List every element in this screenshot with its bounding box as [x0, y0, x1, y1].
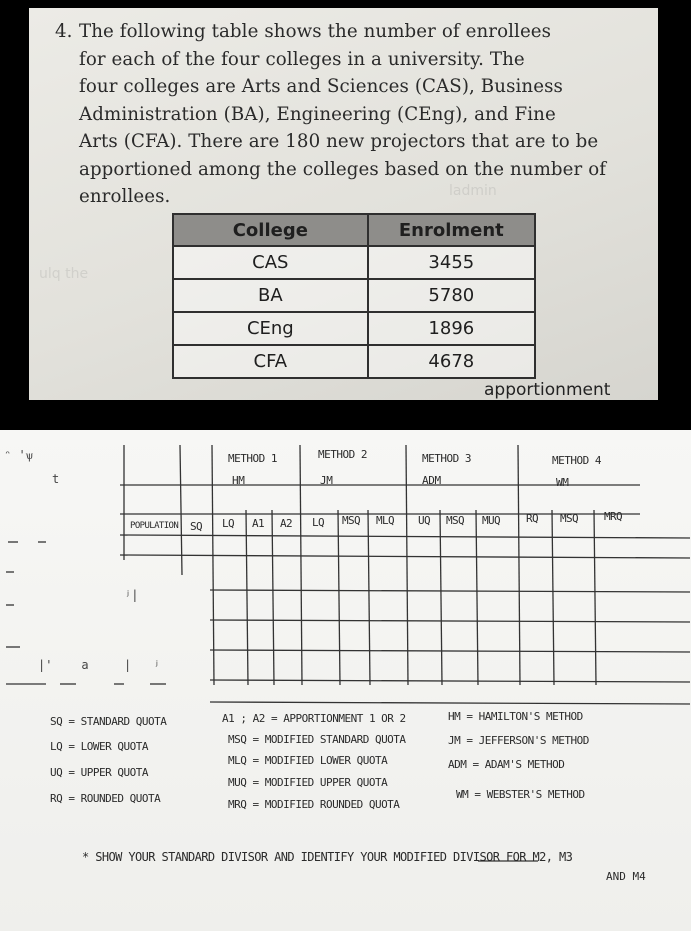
legend-item: MRQ = MODIFIED ROUNDED QUOTA: [228, 798, 400, 811]
col-uq: UQ: [418, 514, 431, 527]
margin-scribble: t: [52, 472, 60, 486]
problem-text: [55, 18, 655, 211]
enrolment-cell: 3455: [368, 246, 535, 279]
method-3-title: METHOD 3: [422, 452, 471, 465]
method-2-abbr: JM: [320, 474, 333, 487]
problem-line: four colleges are Arts and Sciences (CAS), Business: [79, 76, 563, 97]
method-4-abbr: WM: [556, 476, 569, 489]
legend-item: MSQ = MODIFIED STANDARD QUOTA: [228, 733, 406, 746]
col-sq: SQ: [190, 520, 203, 533]
table-row: [173, 246, 535, 279]
legend-item: LQ = LOWER QUOTA: [50, 740, 148, 753]
textbook-photo: [29, 8, 658, 400]
problem-line: Arts (CFA). There are 180 new projectors that are to be: [79, 131, 599, 152]
legend-item: SQ = STANDARD QUOTA: [50, 715, 167, 728]
method-1-abbr: HM: [232, 474, 245, 487]
legend-item: WM = WEBSTER'S METHOD: [456, 788, 585, 801]
col-population: POPULATION: [130, 521, 179, 531]
col-lq: LQ: [222, 517, 235, 530]
margin-scribble: |' a: [38, 658, 89, 672]
cutoff-text: apportionment: [484, 380, 611, 400]
method-3-abbr: ADM: [422, 474, 441, 487]
legend-item: MLQ = MODIFIED LOWER QUOTA: [228, 754, 388, 767]
college-cell: CFA: [173, 345, 368, 378]
col-muq: MUQ: [482, 514, 501, 527]
table-row: [173, 279, 535, 312]
col-rq: RQ: [526, 512, 539, 525]
col-lq-m2: LQ: [312, 516, 325, 529]
problem-number: 4.: [55, 21, 73, 42]
col-mrq: MRQ: [604, 510, 623, 523]
problem-line: apportioned among the colleges based on the number of: [79, 158, 607, 180]
table-row: [173, 312, 535, 345]
problem-line: The following table shows the number of enrollees: [79, 21, 552, 42]
legend-item: A1 ; A2 = APPORTIONMENT 1 OR 2: [222, 712, 406, 725]
enrolment-cell: 5780: [368, 279, 535, 312]
college-cell: CEng: [173, 312, 368, 345]
legend-item: JM = JEFFERSON'S METHOD: [448, 734, 589, 747]
table-row: [173, 345, 535, 378]
problem-line: for each of the four colleges in a university. The: [79, 48, 525, 70]
legend-item: RQ = ROUNDED QUOTA: [50, 792, 161, 805]
col-mlq: MLQ: [376, 514, 395, 527]
problem-line: enrollees.: [79, 186, 171, 207]
col-a2: A2: [280, 517, 293, 530]
legend-item: HM = HAMILTON'S METHOD: [448, 710, 583, 723]
college-cell: CAS: [173, 246, 368, 279]
instruction-note: * SHOW YOUR STANDARD DIVISOR AND IDENTIFY YOUR MODIFIED DIVISOR FOR M2, M3: [82, 850, 573, 864]
legend-item: UQ = UPPER QUOTA: [50, 766, 148, 779]
col-msq-m4: MSQ: [560, 512, 579, 525]
college-cell: BA: [173, 279, 368, 312]
table-header-enrolment: Enrolment: [368, 214, 535, 246]
legend-item: ADM = ADAM'S METHOD: [448, 758, 565, 771]
margin-scribble: ʲ|: [124, 588, 139, 602]
problem-line: Administration (BA), Engineering (CEng), and Fine: [79, 103, 556, 125]
instruction-note-tail: AND M4: [606, 870, 646, 883]
bleed-through-text: ladmin: [449, 183, 497, 199]
legend-item: MUQ = MODIFIED UPPER QUOTA: [228, 776, 388, 789]
bleed-through-text: ulq the: [39, 266, 89, 282]
col-msq-m2: MSQ: [342, 514, 361, 527]
enrolment-table: [172, 213, 536, 379]
enrolment-cell: 4678: [368, 345, 535, 378]
col-a1: A1: [252, 517, 265, 530]
method-2-title: METHOD 2: [318, 448, 367, 461]
col-msq-m3: MSQ: [446, 514, 465, 527]
enrolment-cell: 1896: [368, 312, 535, 345]
method-1-title: METHOD 1: [228, 452, 277, 465]
margin-scribble: ᵔ 'ѱ: [4, 448, 34, 462]
table-header-college: College: [173, 214, 368, 246]
handwritten-worksheet: [0, 430, 691, 931]
method-4-title: METHOD 4: [552, 454, 601, 467]
margin-scribble: | ʲ: [124, 658, 161, 672]
